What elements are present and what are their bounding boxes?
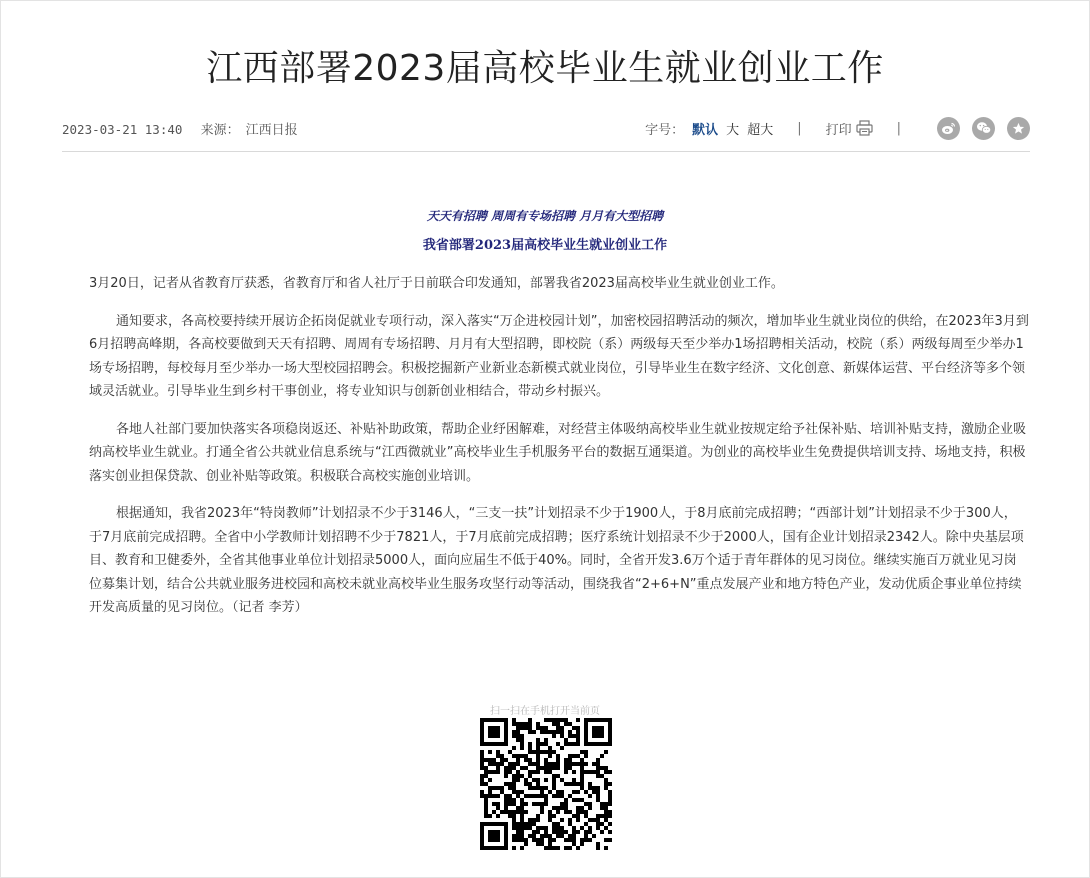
article-body [89, 272, 1029, 634]
print-button[interactable] [826, 119, 873, 138]
body-paragraph-3: 各地人社部门要加快落实各项稳岗返还、补贴补助政策，帮助企业纾困解难，对经营主体吸纳高校毕业生就业按规定给予社保补贴、培训补贴支持，激励企业吸纳高校毕业生就业。打通全省公共就业信息系统与“江西微就业”高校毕业生手机服务平台的数据互通渠道。为创业的高校毕业生免费提供培训支持、场地支持，积极落实创业担保贷款、创业补贴等政策。积极联合高校实施创业培训。 [89, 421, 1027, 484]
wechat-icon[interactable] [972, 117, 995, 140]
font-size-label: 字号： [645, 122, 685, 138]
source-label: 来源： [200, 123, 240, 138]
toolbar-separator: | [797, 120, 802, 136]
article-subheading: 我省部署2023届高校毕业生就业创业工作 [422, 238, 668, 253]
article-intro-line: 天天有招聘 周周有专场招聘 月月有大型招聘 [426, 209, 664, 223]
qr-code [480, 718, 612, 850]
font-size-default-option[interactable]: 默认 [692, 122, 719, 138]
body-paragraph-2: 通知要求，各高校要持续开展访企拓岗促就业专项行动，深入落实“万企进校园计划”，加密校园招聘活动的频次，增加毕业生就业岗位的供给，在2023年3月到6月招聘高峰期，各高校要做到天天有招聘、周周有专场招聘、月月有大型招聘，即校院（系）两级每天至少举办1场招聘相关活动，校院（系）两级每周至少举办1场专场招聘，每校每月至少举办一场大型校园招聘会。积极挖掘新产业新业态新模式就业岗位，引导毕业生在数字经济、文化创意、新媒体运营、平台经济等多个领域灵活就业。引导毕业生到乡村干事创业，将专业知识与创新创业相结合，带动乡村振兴。 [89, 313, 1029, 399]
article-title: 江西部署2023届高校毕业生就业创业工作 [206, 48, 884, 89]
source-name: 江西日报 [245, 123, 298, 138]
meta-info [62, 119, 312, 138]
article-toolbar [645, 116, 1030, 140]
printer-icon [856, 120, 873, 136]
font-size-large-option[interactable]: 大 [726, 122, 740, 138]
favorite-star-icon[interactable] [1007, 117, 1030, 140]
header-divider [62, 151, 1030, 152]
qr-caption: 扫一扫在手机打开当前页 [490, 706, 600, 717]
toolbar-separator-2: | [896, 120, 901, 136]
article-meta [62, 116, 1030, 140]
body-paragraph-1: 3月20日，记者从省教育厅获悉，省教育厅和省人社厅于日前联合印发通知，部署我省2023届高校毕业生就业创业工作。 [89, 276, 784, 291]
body-paragraph-4: 根据通知，我省2023年“特岗教师”计划招录不少于3146人，“三支一扶”计划招录不少于1900人，于8月底前完成招聘；“西部计划”计划招录不少于300人，于7月底前完成招聘。全省中小学教师计划招聘不少于7821人，于7月底前完成招聘；医疗系统计划招录不少于2000人，国有企业计划招录2342人。除中央基层项目、教育和卫健委外，全省其他事业单位计划招录5000人，面向应届生不低于40%。同时，全省开发3.6万个适于青年群体的见习岗位。继续实施百万就业见习岗位募集计划，结合公共就业服务进校园和高校未就业高校毕业生服务攻坚行动等活动，围绕我省“2+6+N”重点发展产业和地方特色产业，发动优质企事业单位持续开发高质量的见习岗位。（记者 李芳） [89, 506, 1024, 615]
weibo-icon[interactable] [937, 117, 960, 140]
publish-datetime: 2023-03-21 13:40 [62, 122, 183, 137]
font-size-xlarge-option[interactable]: 超大 [747, 122, 774, 138]
print-label: 打印 [825, 122, 852, 138]
